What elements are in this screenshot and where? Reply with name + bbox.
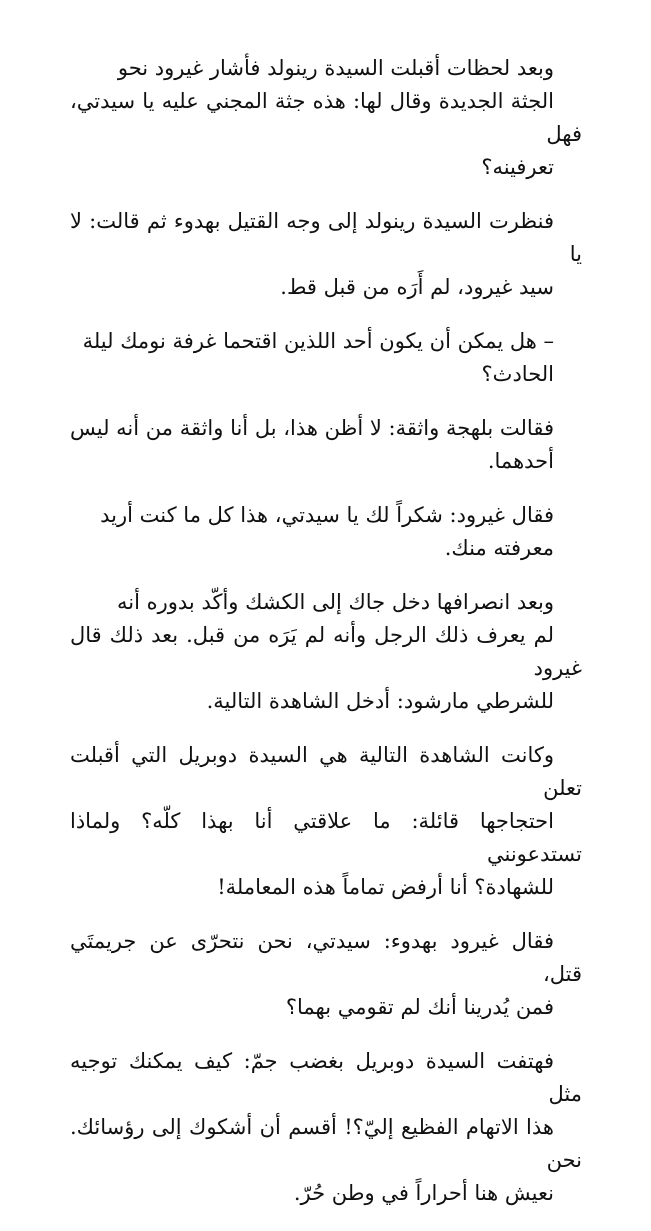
text-line: – هل يمكن أن يكون أحد اللذين اقتحما غرفة نومك ليلة [82,329,554,353]
text-line: للشهادة؟ أنا أرفض تماماً هذه المعاملة! [217,875,554,899]
text-line: نعيش هنا أحراراً في وطن حُرّ. [293,1181,554,1205]
paragraph-6 [70,586,582,718]
text-line: الحادث؟ [481,362,554,386]
text-line: لم يعرف ذلك الرجل وأنه لم يَرَه من قبل. بعد ذلك قال غيرود [70,623,582,680]
text-line: فقال غيرود بهدوء: سيدتي، نحن نتحرّى عن جريمتَي قتل، [70,929,582,986]
paragraph-2 [70,205,582,304]
text-line: فنظرت السيدة رينولد إلى وجه القتيل بهدوء ثم قالت: لا يا [70,209,582,266]
text-line: تعرفينه؟ [481,155,554,179]
text-line: هذا الاتهام الفظيع إليّ؟! أقسم أن أشكوك إلى رؤسائك. نحن [70,1115,582,1172]
paragraph-8 [70,925,582,1024]
document-page [70,52,582,1231]
text-line: وكانت الشاهدة التالية هي السيدة دوبريل التي أقبلت تعلن [70,743,582,800]
paragraph-3 [70,325,582,391]
text-line: فهتفت السيدة دوبريل بغضب جمّ: كيف يمكنك توجيه مثل [70,1049,582,1106]
paragraph-1 [70,52,582,184]
text-line: للشرطي مارشود: أدخل الشاهدة التالية. [206,689,554,713]
text-line: فمن يُدرينا أنك لم تقومي بهما؟ [285,995,554,1019]
text-line: فقالت بلهجة واثقة: لا أظن هذا، بل أنا واثقة من أنه ليس [69,416,554,440]
text-line: فقال غيرود: شكراً لك يا سيدتي، هذا كل ما كنت أريد [100,503,554,527]
text-line: وبعد انصرافها دخل جاك إلى الكشك وأكّد بدوره أنه [117,590,554,614]
text-line: احتجاجها قائلة: ما علاقتي أنا بهذا كلّه؟ ولماذا تستدعونني [70,809,582,866]
text-line: الجثة الجديدة وقال لها: هذه جثة المجني عليه يا سيدتي، فهل [70,89,582,146]
paragraph-5 [70,499,582,565]
paragraph-4 [70,412,582,478]
paragraph-7 [70,739,582,904]
text-line: معرفته منك. [444,536,554,560]
text-line: أحدهما. [487,449,554,473]
text-line: وبعد لحظات أقبلت السيدة رينولد فأشار غيرود نحو [117,56,554,80]
text-line: سيد غيرود، لم أَرَه من قبل قط. [280,275,554,299]
paragraph-9 [70,1045,582,1210]
